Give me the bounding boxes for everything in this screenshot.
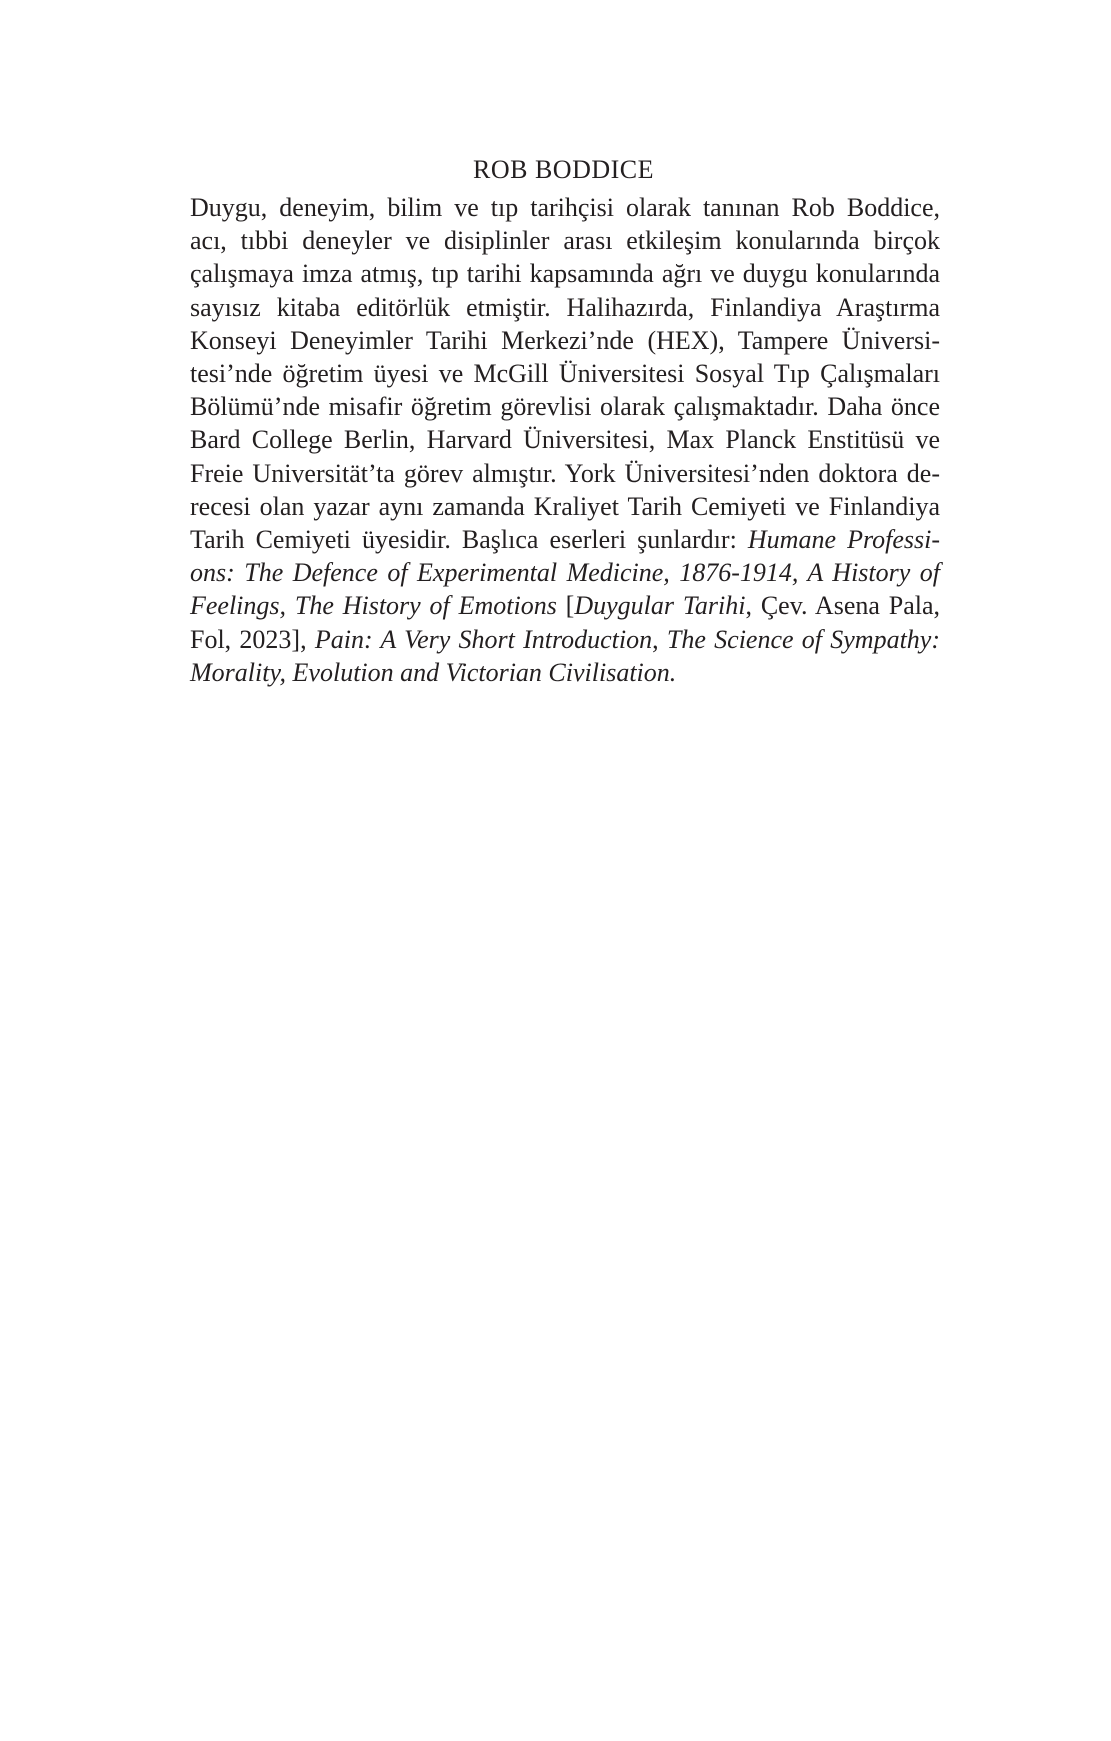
translation-note: , Çev. Asena Pala, bbox=[745, 591, 940, 621]
bio-line-works-last bbox=[190, 656, 940, 689]
bio-line-works-intro bbox=[190, 523, 940, 556]
author-biography bbox=[190, 191, 940, 689]
works-intro-text: Tarih Cemiyeti üyesidir. Başlıca eserleri şunlardır: bbox=[190, 525, 748, 555]
bio-line: çalışmaya imza atmış, tıp tarihi kapsamında ağrı ve duygu konularında bbox=[190, 259, 940, 289]
bio-line: Freie Universität’ta görev almıştır. York Üniversitesi’nden doktora de- bbox=[190, 458, 940, 488]
bio-line-works bbox=[190, 623, 940, 656]
work-title-pain: Pain: A Very Short Introduction bbox=[314, 624, 653, 654]
bracket-open: [ bbox=[556, 591, 575, 621]
work-title-feelings-emotions: Feelings, The History of Emotions bbox=[190, 591, 557, 621]
work-title-science-of-sympathy: The Science of Sympathy: bbox=[666, 624, 941, 654]
work-title-continuation: ons: The Defence of Experimental Medicine, 1876-1914, A History of bbox=[190, 558, 940, 588]
work-title-duygular-tarihi: Duygular Tarihi bbox=[574, 591, 746, 621]
bio-line: Konseyi Deneyimler Tarihi Merkezi’nde (HEX), Tampere Üniversi- bbox=[190, 325, 940, 355]
publisher-note: Fol, 2023], bbox=[190, 624, 315, 654]
bio-line: Duygu, deneyim, bilim ve tıp tarihçisi olarak tanınan Rob Boddice, bbox=[190, 193, 940, 222]
bio-line-works bbox=[190, 556, 940, 589]
bio-line: sayısız kitaba editörlük etmiştir. Halihazırda, Finlandiya Araştırma bbox=[190, 292, 940, 322]
bio-line-works bbox=[190, 589, 940, 622]
work-title-subtitle: Morality, Evolution and Victorian Civilisation. bbox=[190, 657, 677, 687]
separator-comma: , bbox=[652, 624, 667, 654]
bio-line: Bard College Berlin, Harvard Üniversitesi, Max Planck Enstitüsü ve bbox=[190, 425, 940, 455]
bio-line: Bölümü’nde misafir öğretim görevlisi olarak çalışmaktadır. Daha önce bbox=[190, 392, 940, 422]
bio-line: tesi’nde öğretim üyesi ve McGill Üniversitesi Sosyal Tıp Çalışmaları bbox=[190, 359, 940, 389]
author-name-heading: ROB BODDICE bbox=[472, 155, 654, 184]
work-title-humane-professions: Humane Professi- bbox=[747, 525, 940, 555]
bio-line: acı, tıbbi deneyler ve disiplinler arası etkileşim konularında birçok bbox=[190, 226, 940, 256]
bio-line: recesi olan yazar aynı zamanda Kraliyet Tarih Cemiyeti ve Finlandiya bbox=[190, 491, 940, 521]
